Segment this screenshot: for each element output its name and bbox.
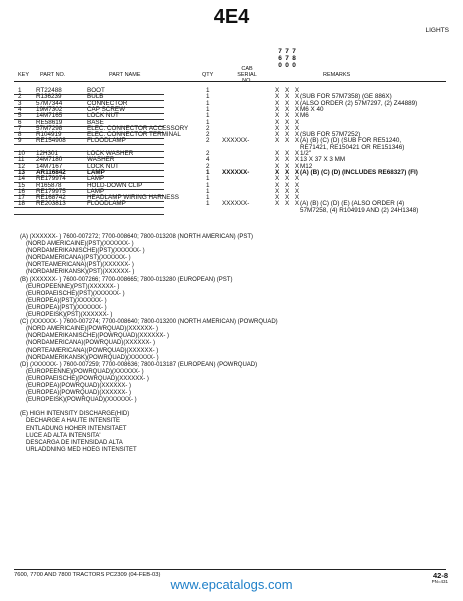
part-name-cell: FLOODLAMP [87,200,126,208]
remarks-cell: (SUB FOR 57M7358) (GE 886X) [300,93,392,101]
serial-column-7600: 7 6 0 [278,48,282,69]
qty-cell: 1 [206,194,210,202]
remarks-cell: 57M7258, (4) R104919 AND (2) 24H1348) [300,206,419,214]
note-line-translation: URLADDNING MED HOEG INTENSITET [26,446,137,453]
qty-cell: 1 [206,187,210,195]
model-x-cell: X X X [275,137,302,145]
qty-cell: 1 [206,168,210,176]
model-x-cell: X X X [275,124,302,132]
part-name-cell: HEADLAMP WIRING HARNESS [87,194,179,202]
part-name-cell: BULB [87,93,104,101]
header-qty: QTY [202,72,214,78]
part-name-cell: LOCK NUT [87,112,119,120]
key-cell: 4 [18,105,22,113]
qty-cell: 1 [206,181,210,189]
remarks-cell: (A) (B) (C) (D) (INCLUDES RE68327) (FI) [300,168,418,176]
note-line [20,404,278,411]
footer-publication: 7600, 7700 AND 7800 TRACTORS PC2309 (04-FEB-03) [14,572,161,578]
part-name-cell: LAMP [87,175,105,183]
key-cell: 5 [18,112,22,120]
remarks-cell: M6 [300,112,309,120]
section-label: LIGHTS [425,27,449,34]
note-line-translation: DECHARGE A HAUTE INTENSITE [26,418,121,425]
serial-column-7700: 7 7 0 [285,48,289,69]
note-line: (C) (XXXXXX- ) 7600-007274; 7700-008640; 7800-013200 (NORTH AMERICAN) (POWRQUAD) [20,319,278,326]
key-cell: 8 [18,131,22,139]
remarks-cell: 1/2" [300,150,311,157]
remarks-cell: (A) (B) (C) (D) (E) (ALSO ORDER (4) [300,200,405,208]
note-line-translation: (NORDAMERIKANISCHE)(POWRQUAD)(XXXXXX- ) [26,333,170,340]
part-number-cell: 14M7165 [36,112,63,120]
key-cell: 10 [18,150,26,157]
key-cell: 6 [18,118,22,126]
model-x-cell: X X X [275,181,302,189]
note-line-translation: (NORD AMERICAINE)(POWRQUAD)(XXXXXX- ) [26,326,159,333]
key-cell: 1 [18,87,22,94]
part-number-cell: 57M7298 [36,124,63,132]
model-x-cell: X X X [275,175,302,183]
page-number: 42-8 [432,571,448,580]
part-number-cell: RE203813 [36,200,66,208]
note-line: (E) HIGH INTENSITY DISCHARGE(HID) [20,411,130,418]
key-cell: 16 [18,187,26,195]
note-line-translation: (NORDAMERICANA)(POWRQUAD)(XXXXXX- ) [26,340,156,347]
note-line-translation: (NORDAMERIKANSK)(POWRQUAD)(XXXXXX- ) [26,354,159,361]
part-name-cell: LAMP [87,168,105,176]
footer-divider [14,569,446,570]
key-cell: 17 [18,194,26,202]
note-line-translation: (NORDAMERIKANISCHE)(PST)(XXXXXX- ) [26,248,145,255]
row-divider [14,214,164,215]
header-key: KEY [18,72,30,78]
note-line-translation: (EUROPAEISCHE)(POWRQUAD)(XXXXXX- ) [26,375,149,382]
key-cell: 7 [18,124,22,132]
model-x-cell: X X X [275,87,302,94]
note-line: (B) (XXXXXX- ) 7600-007266; 7700-008665; 7800-013280 (EUROPEAN) (PST) [20,276,233,283]
header-cab-serial: CAB SERIAL NO. [237,66,257,84]
model-x-cell: X X X [275,93,302,101]
row-divider [14,144,164,145]
note-line-translation: (EUROPEENNE)(POWRQUAD)(XXXXXX- ) [26,368,144,375]
note-line-translation: (EUROPEA)(POWRQUAD)(XXXXXX- ) [26,390,132,397]
model-x-cell: X X X [275,200,302,208]
qty-cell: 1 [206,87,210,94]
part-number-cell: AR116842 [36,168,66,176]
part-number-cell: R104919 [36,131,62,139]
part-number-cell: RT22488 [36,87,62,94]
remarks-cell: (A) (B) (C) (D) (SUB FOR RE51240, [300,137,402,145]
qty-cell: 1 [206,175,210,183]
model-x-cell: X X X [275,118,302,126]
note-line-translation: (NORDAMERICANA)(PST)(XXXXXX- ) [26,255,131,262]
serial-cell: XXXXXX- [222,168,250,176]
part-number-cell: R165878 [36,181,62,189]
key-cell: 3 [18,99,22,107]
part-number-cell: 24M7180 [36,156,63,164]
model-x-cell: X X X [275,105,302,113]
key-cell: 9 [18,137,22,145]
note-line-translation: (EUROPEA)(PST)(XXXXXX- ) [26,304,107,311]
key-cell: 2 [18,93,22,101]
model-x-cell: X X X [275,131,302,139]
notes-block [20,234,278,454]
header-part-no: PART NO. [40,72,66,78]
model-x-cell: X X X [275,187,302,195]
note-line-translation: (EUROPEENNE)(PST)(XXXXXX- ) [26,283,120,290]
model-x-cell: X X X [275,112,302,120]
part-name-cell: LOCK WASHER [87,150,134,157]
part-name-cell: FLOODLAMP [87,137,126,145]
model-x-cell: X X X [275,156,302,164]
note-line-translation: (NORDAMERIKANSK)(PST)(XXXXXX- ) [26,269,135,276]
qty-cell: 1 [206,112,210,120]
part-number-cell: RE154908 [36,137,66,145]
part-name-cell: BOOT [87,87,105,94]
header-part-name: PART NAME [109,72,141,78]
note-line-translation: DESCARGA DE INTENSIDAD ALTA [26,439,123,446]
model-x-cell: X X X [275,162,302,170]
remarks-cell: M12 [300,162,313,170]
part-number-cell: 12H301 [36,150,59,157]
model-x-cell: X X X [275,168,302,176]
qty-cell: 2 [206,124,210,132]
key-cell: 18 [18,200,26,208]
note-line-translation: LUCE AD ALTA INTENSITA' [26,432,101,439]
key-cell: 13 [18,168,26,176]
part-number-cell: 19M7302 [36,105,63,113]
note-line-translation: (EUROPEA)(POWRQUAD)(XXXXXX- ) [26,382,132,389]
serial-cell: XXXXXX- [222,200,250,208]
part-number-cell: 57M7344 [36,99,63,107]
part-number-cell: R136239 [36,93,62,101]
model-x-cell: X X X [275,99,302,107]
remarks-cell: (ALSO ORDER (2) 57M7297, (2) Z44889) [300,99,418,107]
qty-cell: 1 [206,93,210,101]
part-name-cell: LAMP [87,187,105,195]
remarks-cell: (SUB FOR 57M7252) [300,131,361,139]
model-x-cell: X X X [275,194,302,202]
serial-cell: XXXXXX- [222,137,250,145]
part-number-cell: 14M7167 [36,162,63,170]
key-cell: 11 [18,156,25,164]
serial-column-7800: 7 8 0 [292,48,296,69]
qty-cell: 1 [206,200,210,208]
part-name-cell: CONNECTOR [87,99,128,107]
remarks-cell: 13 X 37 X 3 MM [300,156,346,164]
header-divider [14,81,446,82]
part-number-cell: RE58619 [36,118,63,126]
qty-cell: 4 [206,156,210,164]
row-divider [14,207,164,208]
key-cell: 15 [18,181,26,189]
note-line-translation: (NORTEAMERICANA)(PST)(XXXXXX- ) [26,262,134,269]
part-number-cell: RE179974 [36,175,66,183]
page-code: PN=431 [431,579,448,584]
part-name-cell: ELEC. CONNECTOR TERMINAL [87,131,181,139]
qty-cell: 1 [206,118,210,126]
header-remarks: REMARKS [323,72,351,78]
part-name-cell: BASE [87,118,104,126]
note-line-translation: (EUROPEISK)(POWRQUAD)(XXXXXX- ) [26,397,137,404]
qty-cell: 1 [206,99,210,107]
note-line: (A) (XXXXXX- ) 7600-007272; 7700-008640; 7800-013208 (NORTH AMERICAN) (PST) [20,234,253,240]
part-number-cell: RE179975 [36,187,66,195]
page-title: 4E4 [213,6,250,28]
part-name-cell: HOLD-DOWN CLIP [87,181,143,189]
remarks-cell: RE71421, RE150421 OR RE151346) [300,143,405,151]
qty-cell: 1 [206,105,210,113]
part-name-cell: ELEC. CONNECTOR ACCESSORY [87,124,189,132]
watermark: www.epcatalogs.com [170,577,293,592]
note-line-translation: (NORD AMERICAINE)(PST)(XXXXXX- ) [26,241,134,248]
key-cell: 14 [18,175,26,183]
part-name-cell: LOCK NUT [87,162,119,170]
key-cell: 12 [18,162,26,170]
qty-cell: 2 [206,131,210,139]
part-name-cell: CAP SCREW [87,105,126,113]
note-line-translation: (EUROPEA)(PST)(XXXXXX- ) [26,297,107,304]
note-line-translation: (EUROPAEISCHE)(PST)(XXXXXX- ) [26,290,125,297]
part-name-cell: WASHER [87,156,115,164]
qty-cell: 2 [206,137,210,145]
note-line: (D) (XXXXXX- ) 7600-007259; 7700-008636; 7800-013187 (EUROPEAN) (POWRQUAD) [20,361,258,368]
model-x-cell: X X X [275,150,302,157]
qty-cell: 2 [206,162,210,170]
note-line-translation: (NORTEAMERICANA)(POWRQUAD)(XXXXXX- ) [26,347,159,354]
part-number-cell: RE168742 [36,194,66,202]
qty-cell: 2 [206,150,210,157]
note-line-translation: (EUROPEISK)(PST)(XXXXXX- ) [26,312,113,319]
remarks-cell: M6 X 40 [300,105,324,113]
note-line-translation: ENTLADUNG HOHER INTENSITAET [26,425,127,432]
